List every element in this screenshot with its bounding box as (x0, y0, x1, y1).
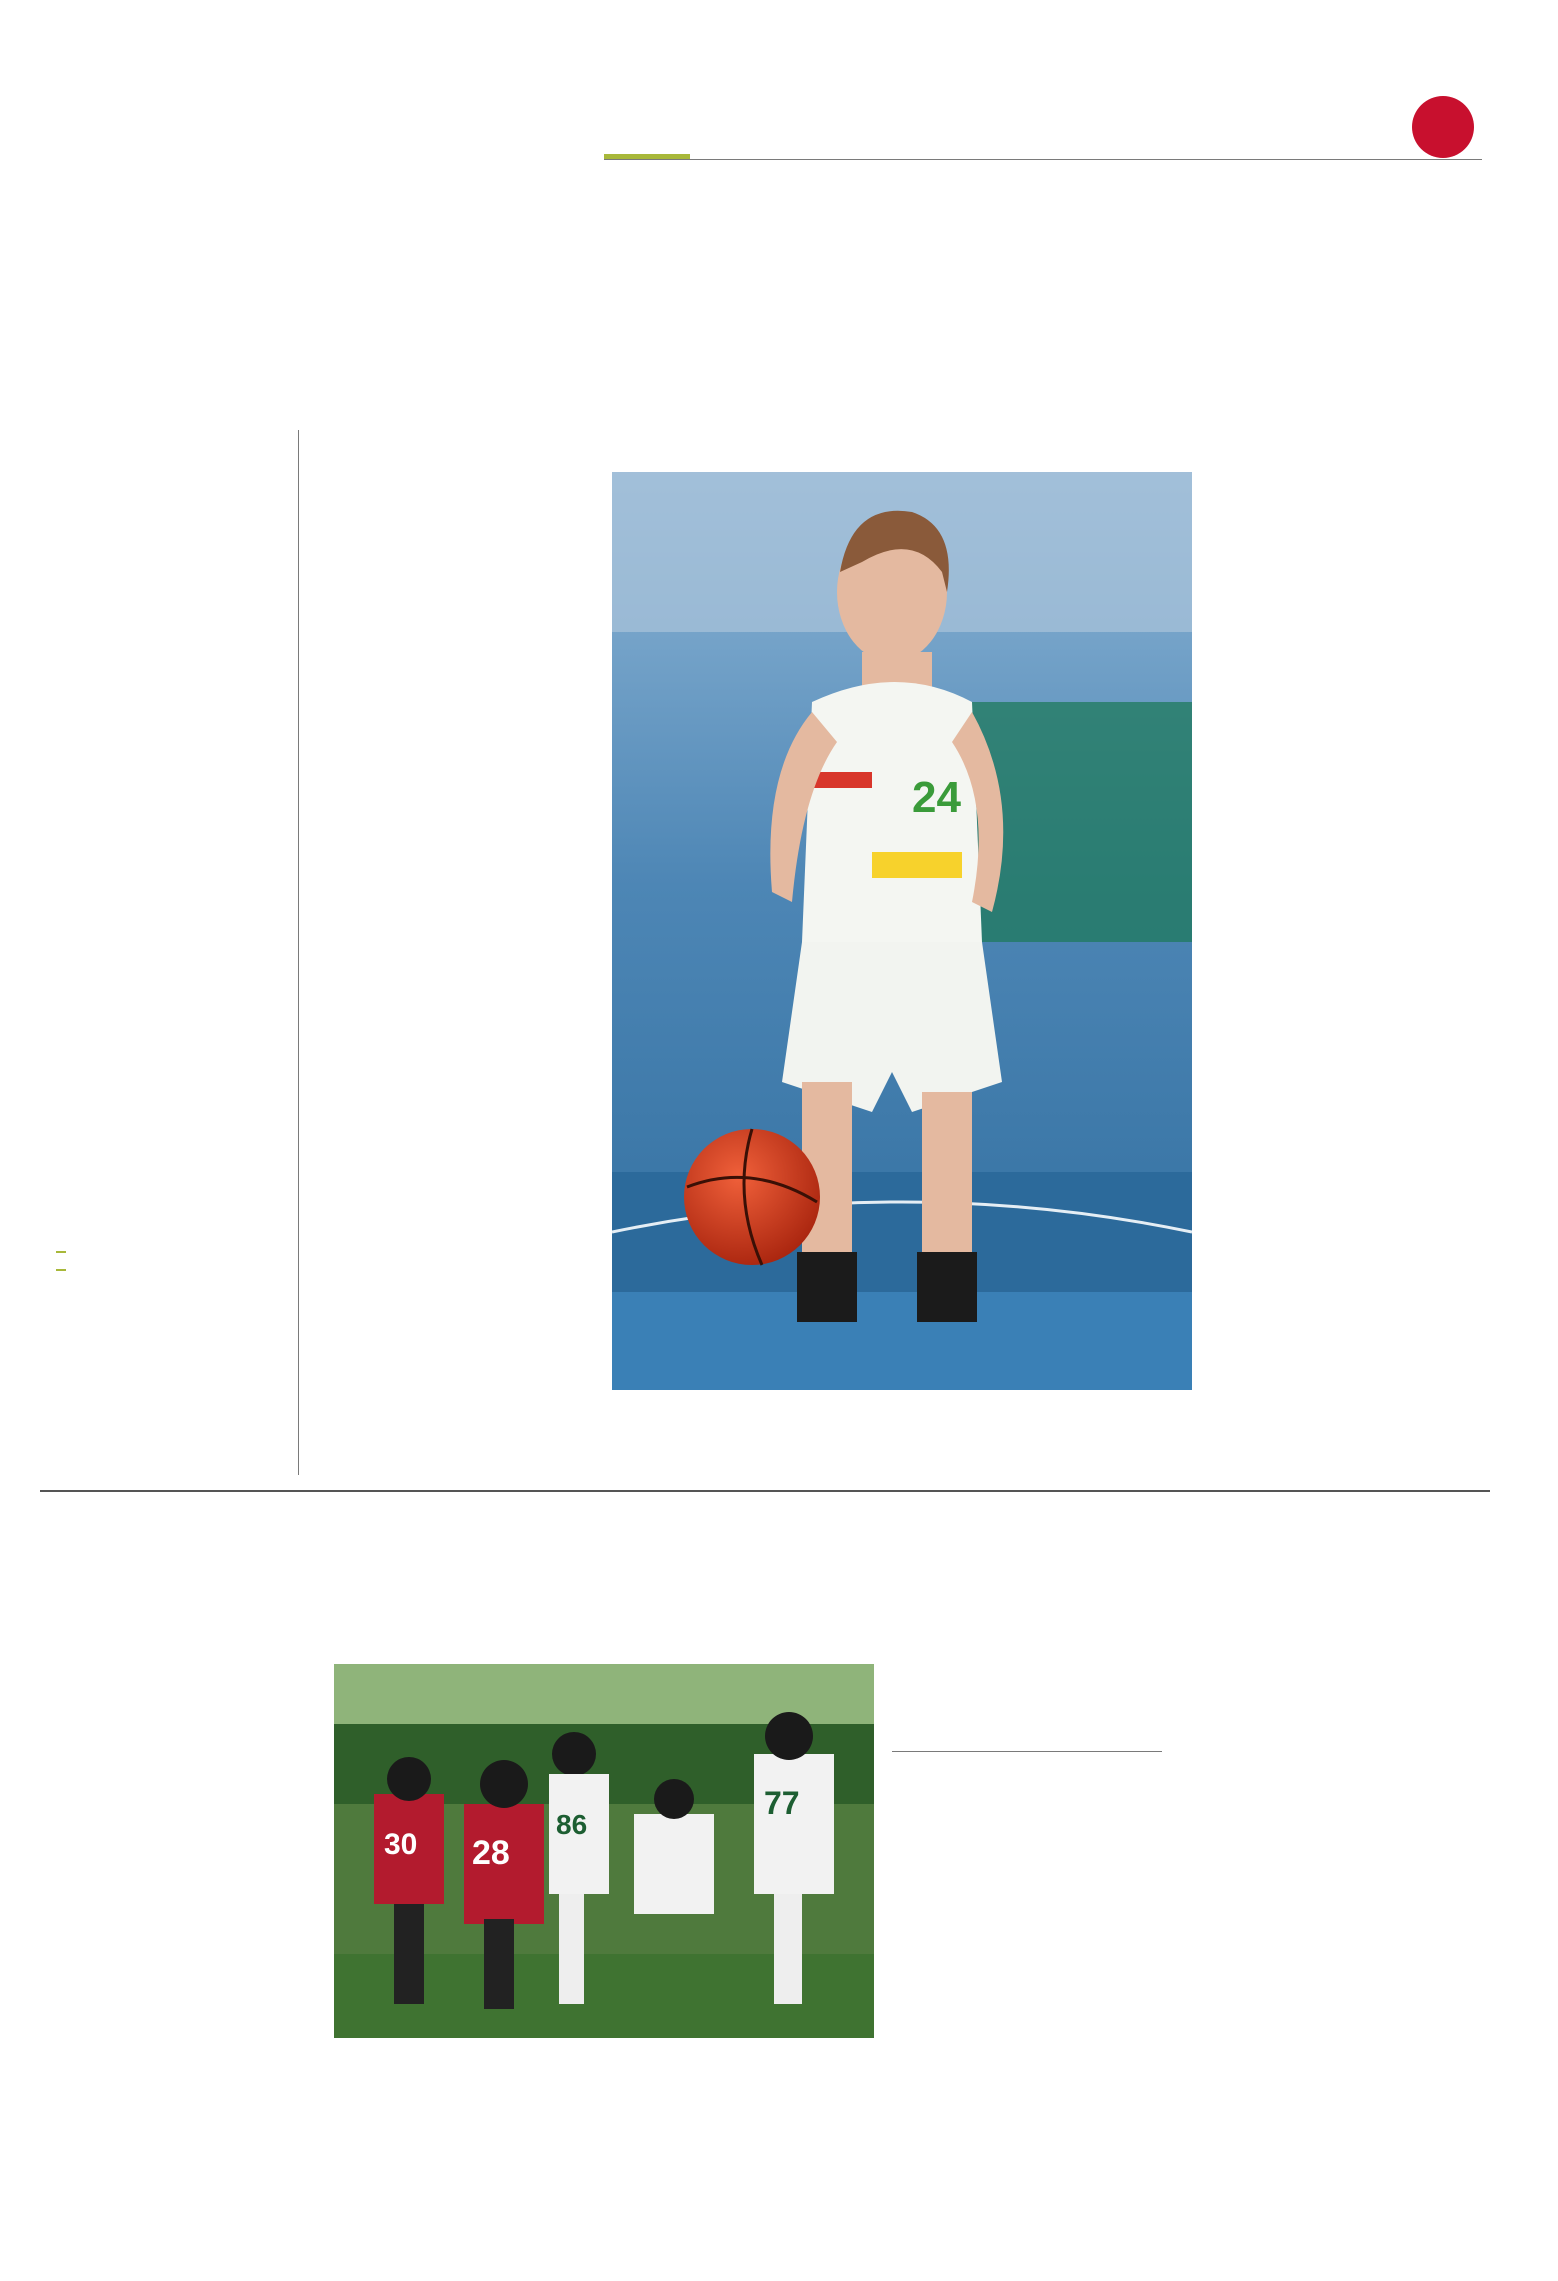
basketball-photo-illustration (612, 472, 1192, 1390)
football-photo-illustration (334, 1664, 874, 2038)
sidebar-box-header (56, 1240, 66, 1276)
sidebar-box-text (56, 1284, 292, 1464)
sidebar-divider (298, 430, 299, 1475)
sidebar-box-title-2 (56, 1269, 66, 1271)
main-column-2 (612, 1394, 892, 1482)
sidebar-article (56, 160, 296, 944)
basketball-photo (612, 472, 1192, 1390)
main-column-1 (322, 470, 590, 1470)
sidebar-body (56, 174, 296, 944)
svg-text:30: 30 (384, 1828, 418, 1861)
team-lineups (892, 1760, 1162, 2030)
svg-text:77: 77 (764, 1785, 800, 1821)
svg-text:28: 28 (472, 1834, 510, 1872)
page-number (1412, 96, 1474, 158)
svg-text:86: 86 (556, 1809, 588, 1840)
caption-rule (892, 1751, 1162, 1752)
section-divider (40, 1490, 1490, 1492)
football-column-2 (334, 2042, 596, 2232)
football-column-1 (56, 1660, 316, 2240)
svg-text:24: 24 (912, 773, 961, 822)
header-rule (604, 159, 1482, 160)
sidebar-box-title-1 (56, 1251, 66, 1253)
main-column-3 (908, 1394, 1190, 1482)
football-photo (334, 1664, 874, 2038)
main-column-4 (1204, 470, 1480, 1452)
